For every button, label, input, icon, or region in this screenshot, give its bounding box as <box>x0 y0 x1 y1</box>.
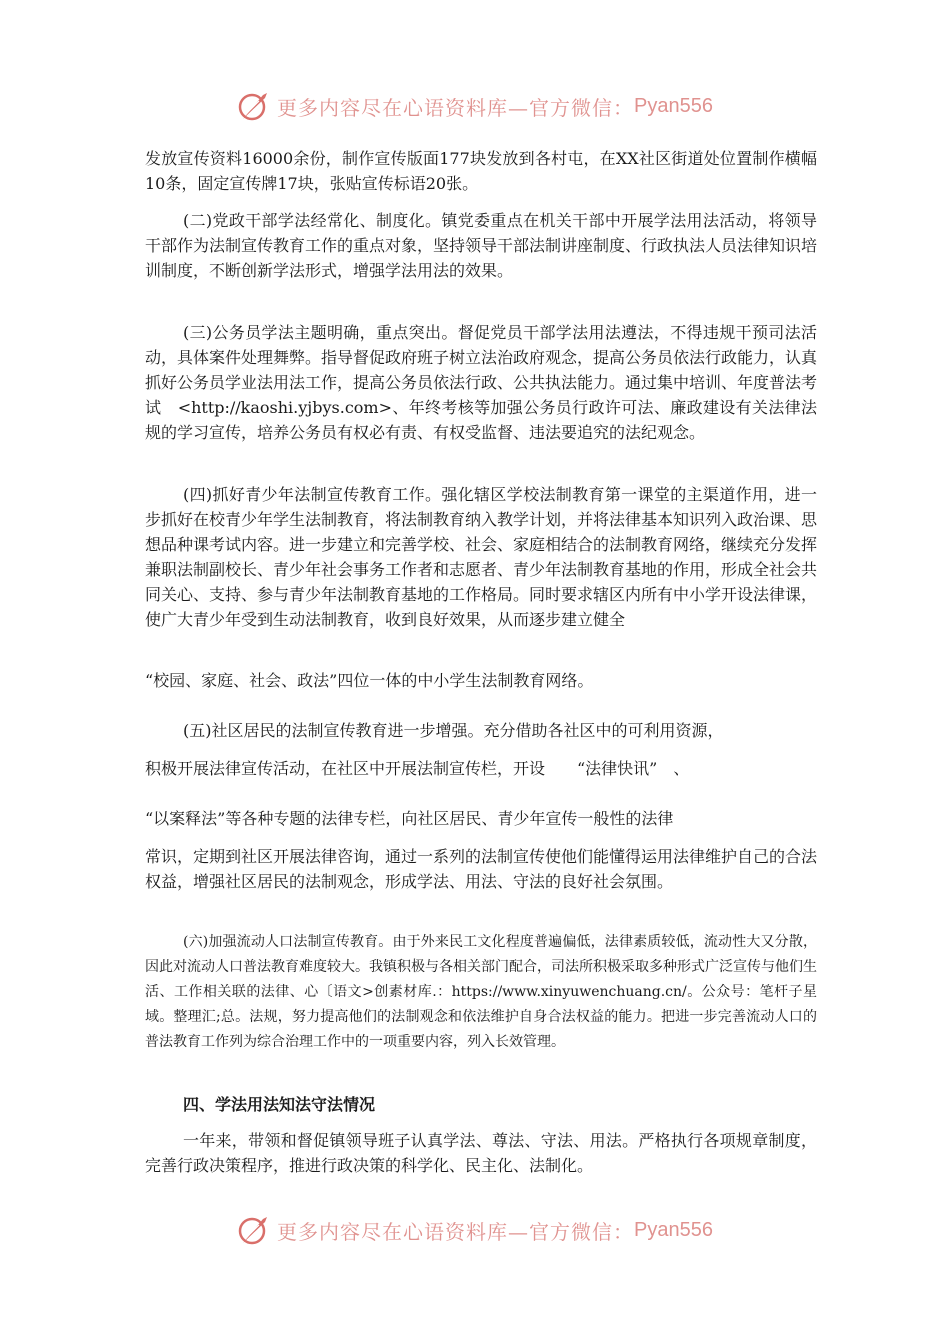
banner-wechat-id: Pyan556 <box>634 1218 713 1241</box>
banner-wechat-id: Pyan556 <box>634 94 713 117</box>
paragraph-year-summary: 一年来，带领和督促镇领导班子认真学法、尊法、守法、用法。严格执行各项规章制度，完善行政决策程序，推进行政决策的科学化、民主化、法制化。 <box>145 1131 817 1175</box>
paragraph-floating-population: (六)加强流动人口法制宣传教育。由于外来民工文化程度普遍偏低，法律素质较低，流动性大又分散，因此对流动人口普法教育难度较大。我镇积极与各相关部门配合，司法所积极采取多种形式广泛宣传与他们生活、工作相关联的法律、心〔语文>创素材库.：https://www.xinyuwenchuang.cn/。公众号：笔杆子星域。整理汇;总。法规，努力提高他们的法制观念和依法维护自身合法权益的能力。把进一步完善流动人口的普法教育工作列为综合治理工作中的一项重要内容，列入长效管理。 <box>145 934 817 1050</box>
header-banner <box>0 86 950 126</box>
quill-logo-icon <box>237 89 271 123</box>
paragraph-community-line2: 积极开展法律宣传活动，在社区中开展法制宣传栏，开设 “法律快讯” 、 <box>145 759 690 778</box>
section-heading-4: 四、学法用法知法守法情况 <box>183 1095 376 1114</box>
paragraph-intro: 发放宣传资料16000余份，制作宣传版面177块发放到各村屯，在XX社区街道处位置制作横幅10条，固定宣传牌17块，张贴宣传标语20张。 <box>145 149 817 193</box>
paragraph-community-line3: “以案释法”等各种专题的法律专栏，向社区居民、青少年宣传一般性的法律 <box>145 809 674 828</box>
paragraph-civil-servant: (三)公务员学法主题明确，重点突出。督促党员干部学法用法遵法，不得违规干预司法活动，具体案件处理舞弊。指导督促政府班子树立法治政府观念，提高公务员依法行政能力，认真抓好公务员学业法用法工作，提高公务员依法行政、公共执法能力。通过集中培训、年度普法考试 <http://kaoshi.yjbys.com>、年终考核等加强公务员行政许可法、廉政建设有关法律法规的学习宣传，培养公务员有权必有责、有权受监督、违法要追究的法纪观念。 <box>145 323 818 442</box>
paragraph-community-rest: 常识，定期到社区开展法律咨询，通过一系列的法制宣传使他们能懂得运用法律维护自己的合法权益，增强社区居民的法制观念，形成学法、用法、守法的良好社会氛围。 <box>145 847 818 891</box>
paragraph-youth: (四)抓好青少年法制宣传教育工作。强化辖区学校法制教育第一课堂的主渠道作用，进一步抓好在校青少年学生法制教育，将法制教育纳入教学计划，并将法律基本知识列入政治课、思想品种课考试内容。进一步建立和完善学校、社会、家庭相结合的法制教育网络，继续充分发挥兼职法制副校长、青少年社会事务工作者和志愿者、青少年法制教育基地的作用，形成全社会共同关心、支持、参与青少年法制教育基地的工作格局。同时要求辖区内所有中小学开设法律课，使广大青少年受到生动法制教育，收到良好效果，从而逐步建立健全 <box>145 485 818 629</box>
paragraph-youth-network: “校园、家庭、社会、政法”四位一体的中小学生法制教育网络。 <box>145 671 594 690</box>
banner-text: 更多内容尽在心语资料库—官方微信： <box>277 1219 635 1244</box>
paragraph-cadre-study: (二)党政干部学法经常化、制度化。镇党委重点在机关干部中开展学法用法活动，将领导干部作为法制宣传教育工作的重点对象，坚持领导干部法制讲座制度、行政执法人员法律知识培训制度，不断创新学法形式，增强学法用法的效果。 <box>145 211 818 280</box>
paragraph-community-line1: (五)社区居民的法制宣传教育进一步增强。充分借助各社区中的可利用资源， <box>183 721 724 740</box>
footer-banner <box>0 1210 950 1250</box>
quill-logo-icon <box>237 1213 271 1247</box>
banner-text: 更多内容尽在心语资料库—官方微信： <box>277 95 635 120</box>
